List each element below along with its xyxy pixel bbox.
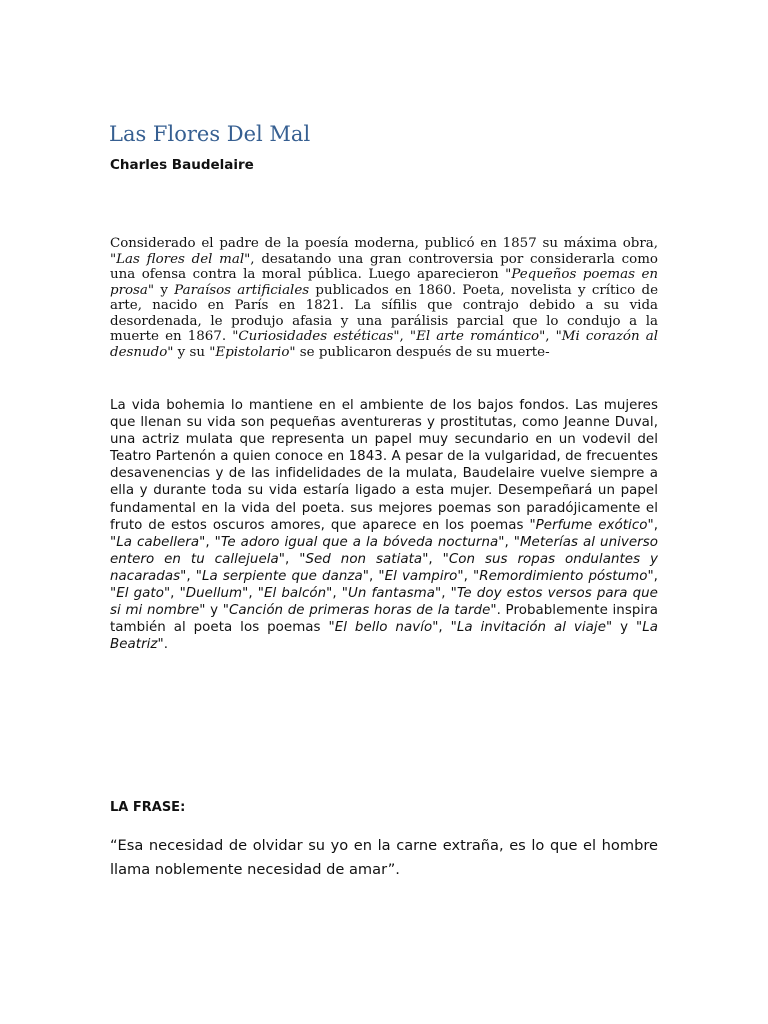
italic-segment: "Meterías al universo entero en tu callejuela" [110, 534, 658, 567]
italic-segment: "El arte romántico" [409, 329, 546, 344]
italic-segment: "El vampiro" [378, 568, 464, 584]
italic-segment: Paraísos artificiales [174, 282, 310, 298]
text-segment: , [186, 568, 196, 584]
author-name: Charles Baudelaire [110, 157, 254, 173]
text-segment: y [154, 282, 175, 298]
text-segment: , [285, 551, 300, 567]
text-segment: . Probablemente inspira también al poeta los poemas [110, 603, 658, 636]
text-segment: La vida bohemia lo mantiene en el ambiente de los bajos fondos. Las mujeres que llenan su vida son pequeñas aventureras y prostitutas, como Jeanne Duval, una actriz mulata que representa un papel muy secundario en un vodevil del Teatro Partenón a quien conoce en 1843. A pesar de la vulgaridad, de frecuentes desavenencias y de las infidelidades de la mulata, Baudelaire vuelve siempre a ella y durante toda su vida estaría ligado a esta mujer. Desempeñará un papel fundamental en la vida del poeta. sus mejores poemas son paradójicamente el fruto de estos oscuros amores, que aparece en los poemas [110, 398, 658, 533]
text-segment: se publicaron después de su muerte- [295, 344, 550, 360]
italic-segment: "La invitación al viaje" [450, 620, 613, 636]
text-segment: , [653, 517, 658, 533]
text-segment: y su [173, 344, 210, 360]
italic-segment: "El bello navío" [328, 620, 439, 636]
italic-segment: "Perfume exótico" [529, 517, 654, 533]
italic-segment: "Duellum" [179, 586, 249, 602]
text-segment: , [428, 551, 443, 567]
quote-text: “Esa necesidad de olvidar su yo en la carne extraña, es lo que el hombre llama noblemente necesidad de amar”. [110, 837, 658, 878]
italic-segment: "Un fantasma" [341, 586, 442, 602]
text-segment: y [612, 620, 636, 636]
paragraph-intro [110, 236, 658, 360]
italic-segment: "Canción de primeras horas de la tarde" [222, 603, 497, 619]
text-segment: , [463, 568, 474, 584]
italic-segment: "Epistolario" [209, 344, 296, 360]
text-segment: . [163, 637, 169, 653]
text-segment: , [248, 586, 258, 602]
text-segment: , desatando una gran controversia por considerarla como una ofensa contra la moral pública. Luego aparecieron [110, 251, 658, 282]
italic-segment: "Sed non satiata" [299, 551, 429, 567]
text-segment: , [170, 586, 180, 602]
text-segment: , [332, 586, 342, 602]
text-segment: , [399, 329, 410, 344]
text-segment: , [653, 568, 658, 584]
text-segment: , [441, 586, 451, 602]
italic-segment: "Mi corazón al desnudo" [110, 329, 658, 360]
italic-segment: "Te adoro igual que a la bóveda nocturna" [214, 534, 505, 550]
paragraph-bohemia [110, 397, 658, 653]
text-segment: , [438, 620, 451, 636]
text-segment: , [368, 568, 379, 584]
text-segment: publicados en 1860. Poeta, novelista y crítico de arte, nacido en París en 1821. La sífilis que contrajo debido a su vida desordenada, le produjo afasia y una parálisis parcial que lo condujo a la muerte en 1867. [110, 282, 659, 344]
document-title: Las Flores Del Mal [109, 122, 311, 146]
text-segment: , [205, 534, 215, 550]
italic-segment: "Te doy estos versos para que si mi nombre" [110, 586, 658, 619]
text-segment: , [504, 534, 514, 550]
text-segment: Considerado el padre de la poesía moderna, publicó en 1857 su máxima obra, [110, 236, 658, 251]
italic-segment: "Pequeños poemas en prosa" [110, 267, 658, 298]
section-heading-frase: LA FRASE: [110, 800, 186, 815]
italic-segment: "La Beatriz" [110, 620, 658, 653]
italic-segment: "Las flores del mal" [110, 251, 251, 267]
italic-segment: "Con sus ropas ondulantes y nacaradas" [110, 551, 659, 584]
italic-segment: "Remordimiento póstumo" [473, 568, 654, 584]
text-segment: y [205, 603, 223, 619]
italic-segment: "Curiosidades estéticas" [232, 329, 400, 344]
italic-segment: "La cabellera" [110, 534, 206, 550]
text-segment: , [545, 329, 556, 344]
italic-segment: "La serpiente que danza" [195, 568, 369, 584]
italic-segment: "El gato" [110, 586, 171, 602]
italic-segment: "El balcón" [257, 586, 333, 602]
